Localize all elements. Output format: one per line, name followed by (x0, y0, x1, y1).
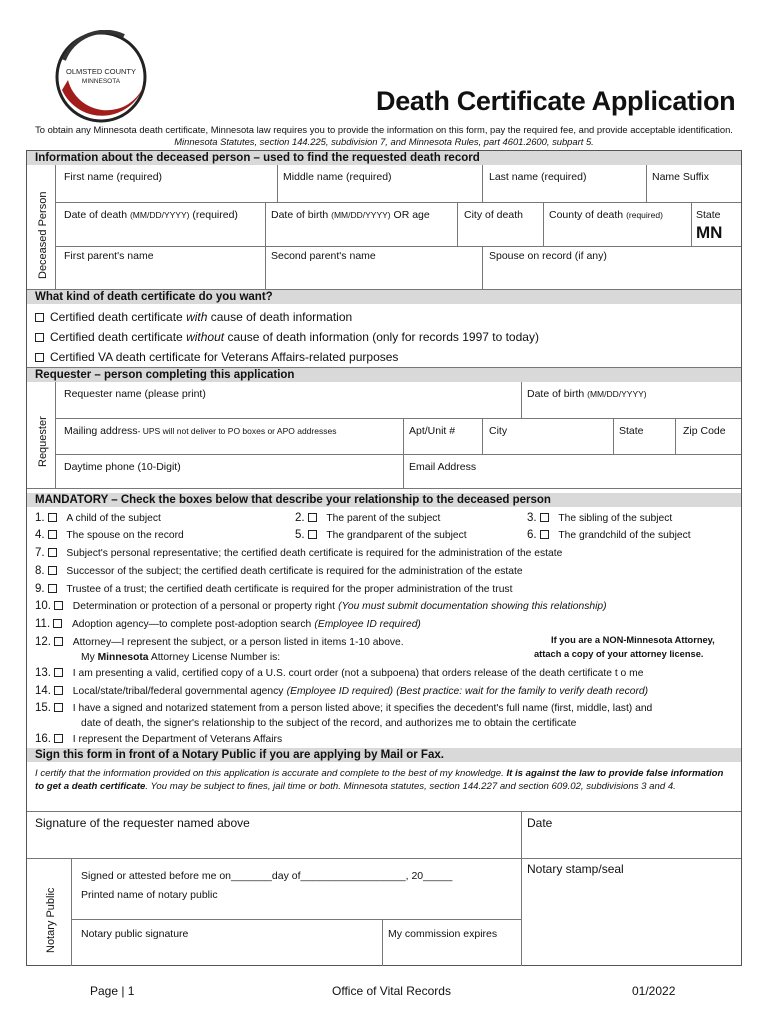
item-3[interactable]: 3. The sibling of the subject (527, 512, 673, 524)
application-form (26, 150, 742, 966)
first-name-field[interactable]: First name (required) (64, 171, 163, 183)
checkbox[interactable] (48, 530, 57, 539)
footer-date: 01/2022 (632, 984, 676, 998)
checkbox[interactable] (48, 584, 57, 593)
attorney-note-1: If you are a NON-Minnesota Attorney, (551, 635, 715, 645)
option-without-cause[interactable]: Certified death certificate without cause of death information (only for records 1997 to today) (35, 330, 539, 344)
footer-office: Office of Vital Records (332, 984, 451, 998)
spouse-field[interactable]: Spouse on record (if any) (489, 250, 607, 262)
svg-text:MINNESOTA: MINNESOTA (81, 78, 121, 85)
item-15[interactable]: 15. I have a signed and notarized statement from a person listed above; it specifies the decedent's full name (first, middle, last) and (35, 702, 653, 714)
sign-section-header: Sign this form in front of a Notary Public if you are applying by Mail or Fax. (27, 748, 741, 762)
checkbox[interactable] (540, 530, 549, 539)
intro-text: To obtain any Minnesota death certificate, Minnesota law requires you to provide the information on this form, pay the required fee, and provide acceptable identification. Minnesota Statutes, section 144.225, subdivision 7, and Minnesota Rules, part 4601.2600, subpart 5. (35, 124, 733, 147)
checkbox[interactable] (54, 686, 63, 695)
checkbox[interactable] (35, 313, 44, 322)
checkbox[interactable] (35, 353, 44, 362)
item-11[interactable]: 11. Adoption agency—to complete post-adoption search (Employee ID required) (35, 618, 421, 630)
state-label: State (696, 209, 721, 221)
notary-stamp-area: Notary stamp/seal (527, 862, 624, 876)
checkbox[interactable] (54, 668, 63, 677)
item-1[interactable]: 1. A child of the subject (35, 512, 161, 524)
last-name-field[interactable]: Last name (required) (489, 171, 587, 183)
deceased-side-label: Deceased Person (37, 191, 49, 279)
phone-field[interactable]: Daytime phone (10-Digit) (64, 461, 181, 473)
item-14[interactable]: 14. Local/state/tribal/federal governmental agency (Employee ID required) (Best practice: wait for the family to verify death record) (35, 685, 649, 697)
item-5[interactable]: 5. The grandparent of the subject (295, 529, 467, 541)
certification-text: I certify that the information provided on this application is accurate and complete to the best of my knowledge. It is against the law to provide false information to get a death certificate. You may be subject to fines, jail time or both. Minnesota statutes, section 144.227 and section 609.02, subdivisions 3 and 4. (35, 768, 724, 792)
item-15-continued: date of death, the signer's relationship to the subject of the record, and authorizes me to obtain the certificate (81, 718, 577, 729)
checkbox[interactable] (54, 734, 63, 743)
checkbox[interactable] (48, 548, 57, 557)
mandatory-section-header: MANDATORY – Check the boxes below that describe your relationship to the deceased person (27, 493, 741, 507)
item-7[interactable]: 7. Subject's personal representative; the certified death certificate is required for the administration of the estate (35, 547, 563, 559)
checkbox[interactable] (53, 619, 62, 628)
item-2[interactable]: 2. The parent of the subject (295, 512, 441, 524)
requester-signature-field[interactable]: Signature of the requester named above (35, 816, 250, 830)
option-va[interactable]: Certified VA death certificate for Veterans Affairs-related purposes (35, 350, 398, 364)
second-parent-field[interactable]: Second parent's name (271, 250, 376, 262)
requester-dob-field[interactable]: Date of birth (MM/DD/YYYY) (527, 388, 647, 400)
item-9[interactable]: 9. Trustee of a trust; the certified death certificate is required for the proper administration of the trust (35, 583, 513, 595)
checkbox[interactable] (308, 513, 317, 522)
checkbox[interactable] (54, 601, 63, 610)
notary-side-label: Notary Public (45, 887, 57, 953)
county-of-death-field[interactable]: County of death (required) (549, 209, 663, 221)
date-of-death-field[interactable]: Date of death (MM/DD/YYYY) (required) (64, 209, 238, 221)
state-field[interactable]: State (619, 425, 644, 437)
first-parent-field[interactable]: First parent's name (64, 250, 154, 262)
city-of-death-field[interactable]: City of death (464, 209, 523, 221)
option-with-cause[interactable]: Certified death certificate with cause of death information (35, 310, 352, 324)
olmsted-county-logo (54, 30, 148, 124)
requester-name-field[interactable]: Requester name (please print) (64, 388, 206, 400)
deceased-section-header: Information about the deceased person – used to find the requested death record (27, 151, 741, 165)
checkbox[interactable] (308, 530, 317, 539)
checkbox[interactable] (540, 513, 549, 522)
signature-date-field[interactable]: Date (527, 816, 553, 830)
apt-field[interactable]: Apt/Unit # (409, 425, 456, 437)
kind-section-header: What kind of death certificate do you want? (27, 290, 741, 304)
checkbox[interactable] (54, 703, 63, 712)
page-title: Death Certificate Application (376, 86, 736, 116)
item-4[interactable]: 4. The spouse on the record (35, 529, 184, 541)
item-6[interactable]: 6. The grandchild of the subject (527, 529, 691, 541)
checkbox[interactable] (54, 637, 63, 646)
checkbox[interactable] (48, 566, 57, 575)
attorney-license-line[interactable]: My Minnesota Attorney License Number is: (81, 652, 281, 663)
requester-section-header: Requester – person completing this application (27, 368, 741, 382)
item-16[interactable]: 16. I represent the Department of Veterans Affairs (35, 733, 283, 745)
notary-signature-field[interactable]: Notary public signature (81, 928, 189, 940)
name-suffix-field[interactable]: Name Suffix (652, 171, 709, 183)
item-10[interactable]: 10. Determination or protection of a personal or property right (You must submit documentation showing this relationship) (35, 600, 607, 612)
zip-field[interactable]: Zip Code (683, 425, 726, 437)
email-field[interactable]: Email Address (409, 461, 477, 473)
item-12[interactable]: 12. Attorney—I represent the subject, or a person listed in items 1-10 above. (35, 636, 404, 648)
requester-side-label: Requester (37, 416, 49, 467)
notary-attested-line[interactable]: Signed or attested before me on_______day of__________________, 20_____ (81, 870, 453, 882)
mailing-address-field[interactable]: Mailing address- UPS will not deliver to PO boxes or APO addresses (64, 425, 337, 437)
checkbox[interactable] (35, 333, 44, 342)
svg-text:OLMSTED COUNTY: OLMSTED COUNTY (65, 67, 137, 76)
state-value: MN (696, 223, 723, 242)
notary-printed-name-field[interactable]: Printed name of notary public (81, 889, 218, 901)
item-13[interactable]: 13. I am presenting a valid, certified copy of a U.S. court order (not a subpoena) that orders release of the death certificate t o me (35, 667, 644, 679)
item-8[interactable]: 8. Successor of the subject; the certified death certificate is required for the administration of the estate (35, 565, 523, 577)
commission-expires-field[interactable]: My commission expires (388, 928, 498, 940)
middle-name-field[interactable]: Middle name (required) (283, 171, 392, 183)
footer-page: Page | 1 (90, 984, 135, 998)
date-of-birth-field[interactable]: Date of birth (MM/DD/YYYY) OR age (271, 209, 430, 221)
attorney-note-2: attach a copy of your attorney license. (534, 649, 704, 659)
checkbox[interactable] (48, 513, 57, 522)
city-field[interactable]: City (489, 425, 508, 437)
